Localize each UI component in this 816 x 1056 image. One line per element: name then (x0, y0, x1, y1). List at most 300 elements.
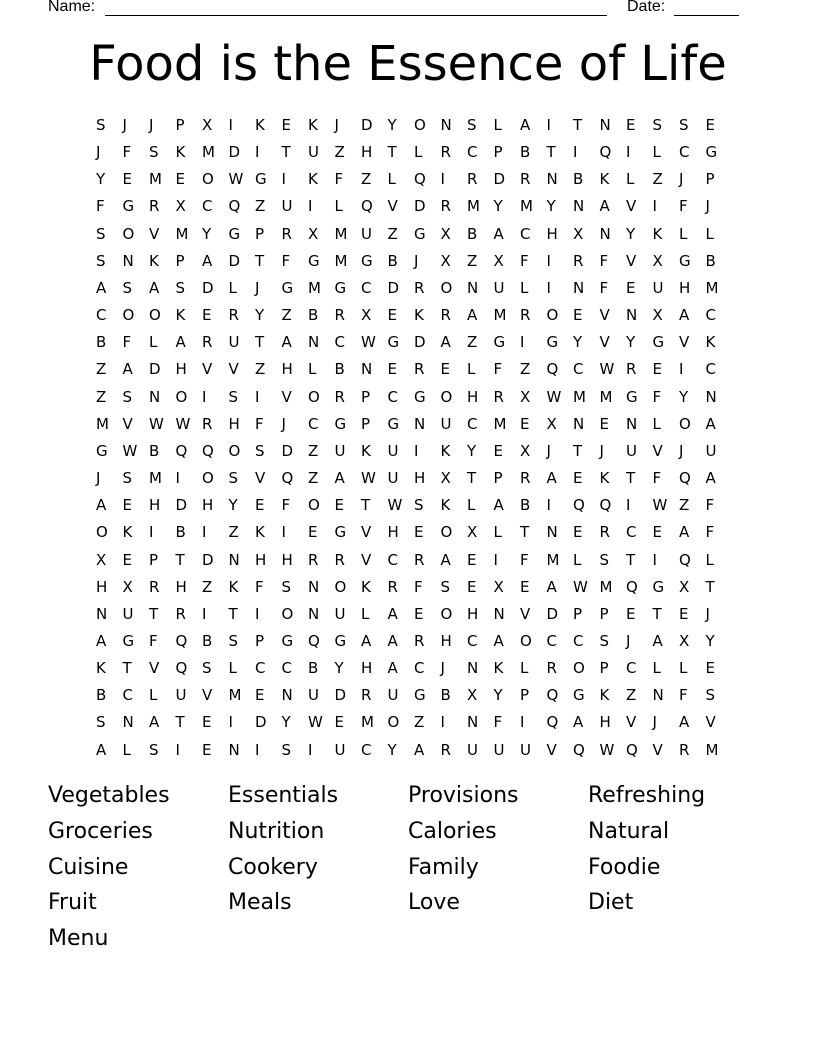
grid-letter: F (520, 251, 529, 270)
grid-letter: I (546, 496, 551, 515)
grid-letter: L (122, 740, 131, 759)
grid-letter: A (546, 577, 557, 596)
grid-letter: I (520, 333, 525, 352)
grid-row (96, 519, 732, 546)
grid-letter: C (705, 360, 716, 379)
grid-letter: A (202, 251, 213, 270)
grid-letter: A (387, 604, 398, 623)
grid-letter: F (149, 631, 158, 650)
grid-letter: V (149, 659, 160, 678)
grid-letter: A (96, 631, 107, 650)
grid-letter: L (626, 170, 635, 189)
grid-letter: S (149, 143, 159, 162)
grid-letter: E (334, 713, 344, 732)
grid-letter: F (652, 469, 662, 488)
grid-letter: U (308, 686, 319, 705)
grid-letter: S (440, 577, 451, 596)
grid-letter: C (546, 631, 557, 650)
grid-letter: F (281, 251, 291, 270)
grid-letter: L (652, 414, 661, 433)
grid-letter: I (202, 387, 207, 406)
grid-letter: D (281, 441, 294, 460)
grid-row (96, 356, 732, 383)
grid-letter: N (626, 306, 638, 325)
grid-letter: D (228, 251, 241, 270)
grid-letter: I (626, 496, 631, 515)
grid-letter: E (467, 577, 477, 596)
grid-letter: H (679, 278, 691, 297)
grid-letter: E (334, 496, 344, 515)
grid-letter: L (467, 360, 476, 379)
grid-letter: N (308, 333, 320, 352)
grid-letter: D (175, 496, 188, 515)
grid-letter: F (96, 197, 105, 216)
grid-row (96, 628, 732, 655)
grid-letter: C (308, 414, 319, 433)
word-list-item: Foodie (588, 854, 661, 880)
grid-letter: Z (96, 387, 107, 406)
grid-letter: I (175, 740, 180, 759)
grid-letter: R (467, 170, 478, 189)
word-list-item: Fruit (48, 890, 97, 916)
grid-letter: Q (626, 740, 638, 759)
grid-letter: A (387, 659, 398, 678)
grid-letter: L (652, 143, 661, 162)
grid-letter: J (334, 116, 339, 134)
grid-letter: L (414, 143, 423, 162)
grid-letter: D (493, 170, 506, 189)
grid-letter: N (228, 740, 240, 759)
word-list-item: Vegetables (48, 783, 170, 808)
grid-letter: U (308, 143, 319, 162)
grid-letter: I (308, 740, 313, 759)
word-list-item: Family (408, 854, 479, 880)
grid-letter: J (705, 604, 710, 623)
grid-letter: H (414, 469, 426, 488)
grid-letter: N (599, 224, 611, 243)
grid-letter: V (387, 197, 398, 216)
grid-letter: Q (281, 469, 294, 488)
grid-letter: Z (308, 469, 319, 488)
grid-letter: G (308, 251, 320, 270)
grid-letter: N (573, 197, 585, 216)
grid-letter: U (493, 278, 505, 297)
grid-letter: S (228, 469, 239, 488)
grid-letter: U (652, 278, 664, 297)
grid-letter: B (202, 631, 213, 650)
grid-letter: V (520, 604, 531, 623)
grid-letter: W (308, 713, 323, 732)
grid-letter: T (175, 713, 185, 732)
grid-letter: R (308, 550, 319, 569)
grid-letter: I (149, 523, 154, 542)
grid-letter: T (573, 441, 583, 460)
grid-row (96, 139, 732, 166)
grid-letter: S (202, 659, 212, 678)
grid-letter: E (308, 523, 318, 542)
grid-letter: L (361, 604, 370, 623)
grid-letter: T (387, 143, 397, 162)
grid-letter: F (122, 333, 132, 352)
grid-letter: M (599, 577, 613, 596)
grid-letter: S (228, 387, 239, 406)
grid-letter: X (467, 686, 478, 705)
grid-letter: L (228, 278, 237, 297)
grid-letter: Y (626, 333, 636, 352)
grid-letter: T (652, 604, 662, 623)
grid-letter: S (599, 631, 610, 650)
grid-letter: K (599, 469, 610, 488)
grid-letter: Q (573, 740, 585, 759)
grid-letter: O (679, 414, 691, 433)
grid-letter: W (573, 577, 588, 596)
grid-letter: M (467, 197, 480, 216)
grid-letter: E (705, 659, 715, 678)
grid-letter: O (546, 306, 559, 325)
grid-letter: A (652, 631, 663, 650)
grid-letter: N (308, 577, 320, 596)
grid-letter: D (334, 686, 347, 705)
grid-row (96, 248, 732, 275)
word-list-item: Essentials (228, 783, 339, 808)
grid-letter: B (520, 496, 531, 515)
grid-letter: B (96, 686, 107, 705)
grid-letter: D (546, 604, 559, 623)
grid-letter: M (705, 740, 719, 759)
grid-letter: A (96, 740, 107, 759)
grid-letter: O (202, 469, 214, 488)
grid-letter: D (202, 278, 214, 297)
grid-letter: T (175, 550, 185, 569)
grid-letter: J (705, 197, 710, 216)
grid-letter: U (520, 740, 531, 759)
grid-letter: E (652, 523, 662, 542)
grid-row (96, 302, 732, 329)
grid-letter: L (679, 659, 688, 678)
grid-letter: G (705, 143, 718, 162)
grid-letter: P (599, 604, 609, 623)
grid-row (96, 411, 732, 438)
grid-letter: A (122, 360, 133, 379)
grid-letter: B (705, 251, 716, 270)
grid-letter: O (387, 713, 400, 732)
grid-letter: R (202, 333, 213, 352)
grid-letter: R (520, 469, 531, 488)
grid-letter: O (202, 170, 214, 189)
grid-letter: Y (679, 387, 689, 406)
grid-letter: Q (308, 631, 320, 650)
grid-letter: K (440, 441, 451, 460)
grid-letter: B (520, 143, 531, 162)
grid-letter: U (467, 740, 478, 759)
grid-letter: R (414, 360, 425, 379)
grid-letter: G (546, 333, 559, 352)
grid-letter: O (122, 224, 135, 243)
grid-letter: E (573, 306, 583, 325)
grid-letter: E (281, 116, 291, 134)
grid-letter: V (202, 686, 213, 705)
grid-letter: O (122, 306, 135, 325)
grid-letter: N (122, 713, 134, 732)
word-list-item: Diet (588, 890, 634, 916)
grid-letter: N (96, 604, 108, 623)
grid-letter: O (281, 604, 294, 623)
grid-letter: Z (334, 143, 345, 162)
grid-letter: E (573, 469, 583, 488)
grid-letter: O (308, 387, 320, 406)
grid-letter: A (520, 116, 531, 134)
grid-letter: A (546, 469, 557, 488)
grid-letter: J (281, 414, 286, 433)
grid-letter: C (334, 333, 345, 352)
grid-letter: M (149, 469, 162, 488)
grid-letter: Y (546, 197, 556, 216)
grid-letter: I (228, 116, 233, 134)
grid-letter: P (493, 469, 503, 488)
grid-letter: G (414, 387, 426, 406)
grid-letter: W (175, 414, 191, 433)
grid-letter: M (334, 224, 348, 243)
grid-letter: A (467, 306, 478, 325)
grid-letter: S (175, 278, 186, 297)
grid-letter: G (652, 333, 665, 352)
grid-letter: U (334, 740, 346, 759)
grid-letter: H (281, 550, 293, 569)
grid-letter: F (652, 387, 662, 406)
grid-letter: A (440, 550, 451, 569)
grid-letter: M (96, 414, 109, 433)
grid-letter: S (281, 740, 292, 759)
grid-letter: Z (255, 197, 266, 216)
grid-letter: V (281, 387, 292, 406)
grid-letter: X (493, 251, 504, 270)
grid-letter: B (308, 659, 319, 678)
grid-letter: Z (202, 577, 213, 596)
grid-letter: P (255, 631, 265, 650)
grid-letter: Y (573, 333, 583, 352)
grid-letter: N (467, 278, 479, 297)
grid-letter: N (573, 414, 585, 433)
grid-letter: R (149, 197, 160, 216)
grid-letter: K (149, 251, 159, 270)
grid-letter: L (520, 659, 529, 678)
grid-letter: H (281, 360, 293, 379)
grid-letter: C (361, 278, 372, 297)
grid-letter: G (334, 278, 347, 297)
grid-letter: E (255, 496, 265, 515)
grid-letter: I (255, 387, 260, 406)
grid-letter: R (520, 170, 531, 189)
grid-letter: A (96, 496, 107, 515)
grid-letter: W (599, 360, 615, 379)
word-search-grid (96, 112, 732, 764)
grid-letter: G (122, 197, 135, 216)
grid-letter: A (493, 224, 504, 243)
grid-row (96, 492, 732, 519)
grid-letter: V (652, 740, 663, 759)
grid-letter: Q (573, 496, 585, 515)
grid-letter: R (334, 387, 345, 406)
grid-letter: Y (387, 116, 397, 134)
grid-letter: G (334, 523, 347, 542)
grid-letter: G (228, 224, 241, 243)
grid-letter: C (202, 197, 213, 216)
grid-letter: M (228, 686, 242, 705)
grid-letter: T (705, 577, 715, 596)
grid-letter: T (122, 659, 132, 678)
grid-row (96, 737, 732, 764)
grid-letter: O (573, 659, 585, 678)
grid-letter: Y (467, 441, 477, 460)
grid-letter: X (679, 631, 690, 650)
grid-letter: L (493, 116, 502, 134)
grid-letter: E (202, 740, 212, 759)
grid-letter: N (626, 414, 638, 433)
grid-letter: L (679, 224, 688, 243)
grid-letter: V (255, 469, 266, 488)
grid-letter: O (440, 523, 453, 542)
grid-letter: W (361, 469, 376, 488)
grid-letter: S (255, 441, 265, 460)
grid-letter: I (679, 360, 684, 379)
grid-letter: G (387, 333, 400, 352)
grid-letter: U (281, 197, 293, 216)
grid-letter: E (414, 604, 424, 623)
grid-letter: Y (493, 197, 503, 216)
grid-letter: F (281, 496, 291, 515)
grid-letter: U (387, 469, 399, 488)
grid-letter: Q (546, 360, 559, 379)
grid-letter: B (467, 224, 478, 243)
grid-letter: K (175, 306, 186, 325)
grid-letter: R (440, 740, 451, 759)
grid-letter: C (467, 631, 478, 650)
grid-letter: R (679, 740, 690, 759)
grid-letter: Q (599, 496, 612, 515)
grid-letter: C (414, 659, 425, 678)
grid-letter: X (308, 224, 319, 243)
grid-letter: M (202, 143, 215, 162)
grid-letter: T (573, 116, 583, 134)
grid-letter: V (626, 713, 637, 732)
grid-letter: B (387, 251, 398, 270)
grid-letter: O (228, 441, 241, 460)
grid-letter: I (493, 550, 498, 569)
grid-letter: X (122, 577, 133, 596)
grid-letter: M (493, 414, 507, 433)
grid-letter: R (334, 550, 345, 569)
grid-letter: N (573, 278, 585, 297)
grid-letter: T (255, 333, 265, 352)
grid-letter: P (175, 116, 185, 134)
grid-letter: G (652, 577, 665, 596)
name-field-line (105, 15, 607, 16)
grid-letter: Z (361, 170, 372, 189)
grid-letter: K (493, 659, 504, 678)
grid-letter: O (440, 604, 453, 623)
word-list-item: Meals (228, 890, 292, 916)
grid-letter: S (467, 116, 477, 134)
grid-letter: A (705, 414, 716, 433)
grid-letter: F (493, 360, 503, 379)
grid-letter: D (228, 143, 241, 162)
grid-letter: O (149, 306, 161, 325)
grid-letter: N (652, 686, 664, 705)
grid-letter: S (414, 496, 424, 515)
grid-letter: I (414, 441, 419, 460)
grid-letter: O (175, 387, 188, 406)
grid-letter: J (626, 631, 631, 650)
grid-letter: B (334, 360, 345, 379)
word-list-item: Cookery (228, 854, 318, 880)
grid-letter: G (96, 441, 108, 460)
grid-letter: T (361, 496, 371, 515)
grid-letter: I (255, 740, 260, 759)
date-field-line (674, 15, 739, 16)
grid-letter: S (96, 224, 106, 243)
grid-letter: G (414, 224, 426, 243)
grid-letter: J (679, 441, 684, 460)
grid-letter: J (679, 170, 684, 189)
grid-row (96, 166, 732, 193)
grid-letter: N (546, 170, 558, 189)
grid-letter: I (546, 278, 551, 297)
grid-letter: Z (228, 523, 239, 542)
grid-letter: R (414, 631, 425, 650)
grid-letter: Y (705, 631, 715, 650)
grid-letter: E (626, 278, 636, 297)
grid-letter: O (440, 278, 453, 297)
word-list-item: Provisions (408, 783, 519, 808)
grid-letter: Q (546, 686, 559, 705)
grid-letter: F (679, 197, 688, 216)
grid-letter: A (679, 306, 690, 325)
grid-letter: P (520, 686, 530, 705)
grid-letter: S (679, 116, 689, 134)
grid-letter: Q (202, 441, 214, 460)
grid-letter: H (467, 387, 479, 406)
grid-letter: A (281, 333, 292, 352)
grid-letter: Z (281, 306, 292, 325)
grid-letter: X (520, 441, 531, 460)
grid-letter: N (493, 604, 505, 623)
grid-letter: C (573, 631, 584, 650)
grid-letter: M (493, 306, 507, 325)
grid-row (96, 601, 732, 628)
grid-row (96, 112, 732, 139)
grid-letter: D (387, 278, 400, 297)
grid-letter: Y (202, 224, 212, 243)
grid-letter: K (255, 523, 265, 542)
grid-letter: X (96, 550, 107, 569)
grid-letter: W (122, 441, 138, 460)
grid-letter: Y (281, 713, 291, 732)
grid-letter: R (440, 306, 451, 325)
grid-letter: E (175, 170, 185, 189)
grid-letter: C (573, 360, 584, 379)
grid-letter: D (202, 550, 214, 569)
grid-letter: J (440, 659, 445, 678)
grid-letter: C (626, 523, 637, 542)
grid-letter: X (440, 251, 451, 270)
grid-letter: Y (334, 659, 344, 678)
grid-letter: H (440, 631, 452, 650)
grid-letter: U (705, 441, 717, 460)
grid-letter: T (255, 251, 265, 270)
grid-letter: S (122, 278, 133, 297)
grid-letter: A (149, 278, 160, 297)
grid-row (96, 682, 732, 709)
